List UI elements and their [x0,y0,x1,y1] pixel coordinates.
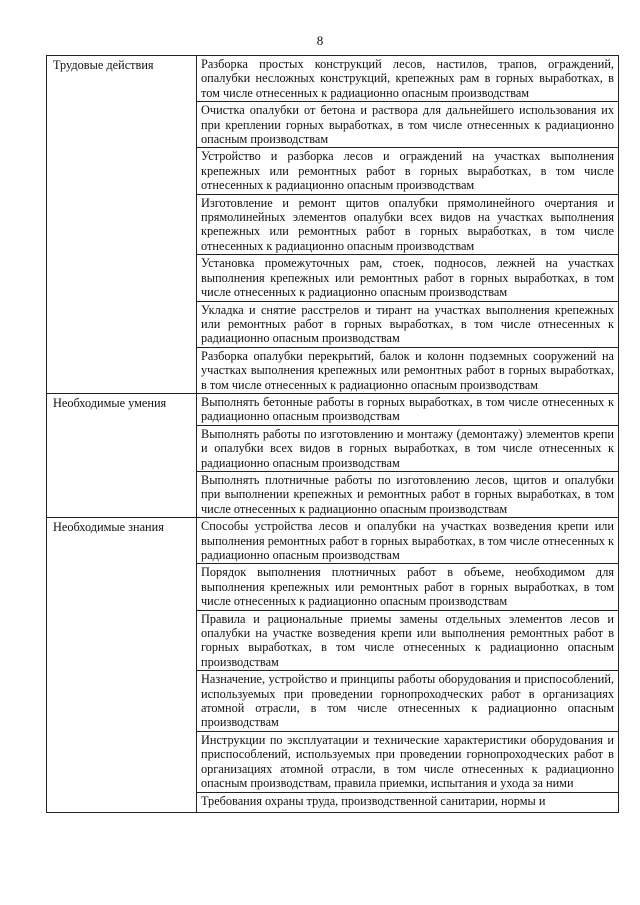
section-label-labor-actions: Трудовые действия [47,56,197,394]
table-row [47,56,619,102]
skill-item: Выполнять плотничные работы по изготовлению лесов, щитов и опалубки при выполнении крепежных и ремонтных работ в горных выработках, в том числе отнесенных к радиационно опасным производствам [197,471,619,517]
skill-item: Выполнять бетонные работы в горных выработках, в том числе отнесенных к радиационно опасным производствам [197,393,619,425]
labor-action-item: Изготовление и ремонт щитов опалубки прямолинейного очертания и прямолинейных элементов опалубки всех видов на участках выполнения крепежных или ремонтных работ в горных выработках, в том числе отнесенных к радиационно опасным производствам [197,194,619,255]
labor-action-item: Укладка и снятие расстрелов и тирант на участках выполнения крепежных или ремонтных работ в горных выработках, в том числе отнесенных к радиационно опасным производствам [197,301,619,347]
knowledge-item: Назначение, устройство и принципы работы оборудования и приспособлений, используемых при проведении горнопроходческих работ в организациях атомной отрасли, в том числе отнесенных к радиационно опасным производствам [197,671,619,732]
knowledge-item-text: Требования охраны труда, производственной санитарии, нормы и [201,793,546,808]
labor-function-table [46,55,619,813]
labor-action-item: Разборка простых конструкций лесов, настилов, трапов, ограждений, опалубки несложных конструкций, крепежных рам в горных выработках, в том числе отнесенных к радиационно опасным производствам [197,56,619,102]
section-label-required-knowledge: Необходимые знания [47,518,197,812]
section-label-required-skills: Необходимые умения [47,393,197,517]
knowledge-item-cut [197,792,619,812]
labor-action-item: Очистка опалубки от бетона и раствора для дальнейшего использования их при креплении горных выработках, в том числе отнесенных к радиационно опасным производствам [197,102,619,148]
labor-action-item: Устройство и разборка лесов и ограждений на участках выполнения крепежных или ремонтных работ в горных выработках, в том числе отнесенных к радиационно опасным производствам [197,148,619,194]
labor-action-item: Разборка опалубки перекрытий, балок и колонн подземных сооружений на участках выполнения крепежных или ремонтных работ в горных выработках, в том числе отнесенных к радиационно опасным производствам [197,347,619,393]
page-number: 8 [316,33,324,48]
table-row [47,518,619,564]
table-row [47,393,619,425]
labor-action-item: Установка промежуточных рам, стоек, подносов, лежней на участках выполнения крепежных или ремонтных работ в горных выработках, в том числе отнесенных к радиационно опасным производствам [197,255,619,301]
knowledge-item: Способы устройства лесов и опалубки на участках возведения крепи или выполнения ремонтных работ в горных выработках, в том числе отнесенных к радиационно опасным производствам [197,518,619,564]
skill-item: Выполнять работы по изготовлению и монтажу (демонтажу) элементов крепи и опалубки всех видов в горных выработках, в том числе отнесенных к радиационно опасным производствам [197,425,619,471]
knowledge-item: Инструкции по эксплуатации и технические характеристики оборудования и приспособлений, используемых при проведении горнопроходческих работ в организациях атомной отрасли, в том числе отнесенных к радиационно опасным производствам, правила приемки, испытания и ухода за ними [197,731,619,792]
knowledge-item: Правила и рациональные приемы замены отдельных элементов лесов и опалубки на участке возведения крепи или выполнения ремонтных работ в горных выработках, в том числе отнесенных к радиационно опасным производствам [197,610,619,671]
knowledge-item: Порядок выполнения плотничных работ в объеме, необходимом для выполнения крепежных или ремонтных работ в горных выработках, в том числе отнесенных к радиационно опасным производствам [197,564,619,610]
